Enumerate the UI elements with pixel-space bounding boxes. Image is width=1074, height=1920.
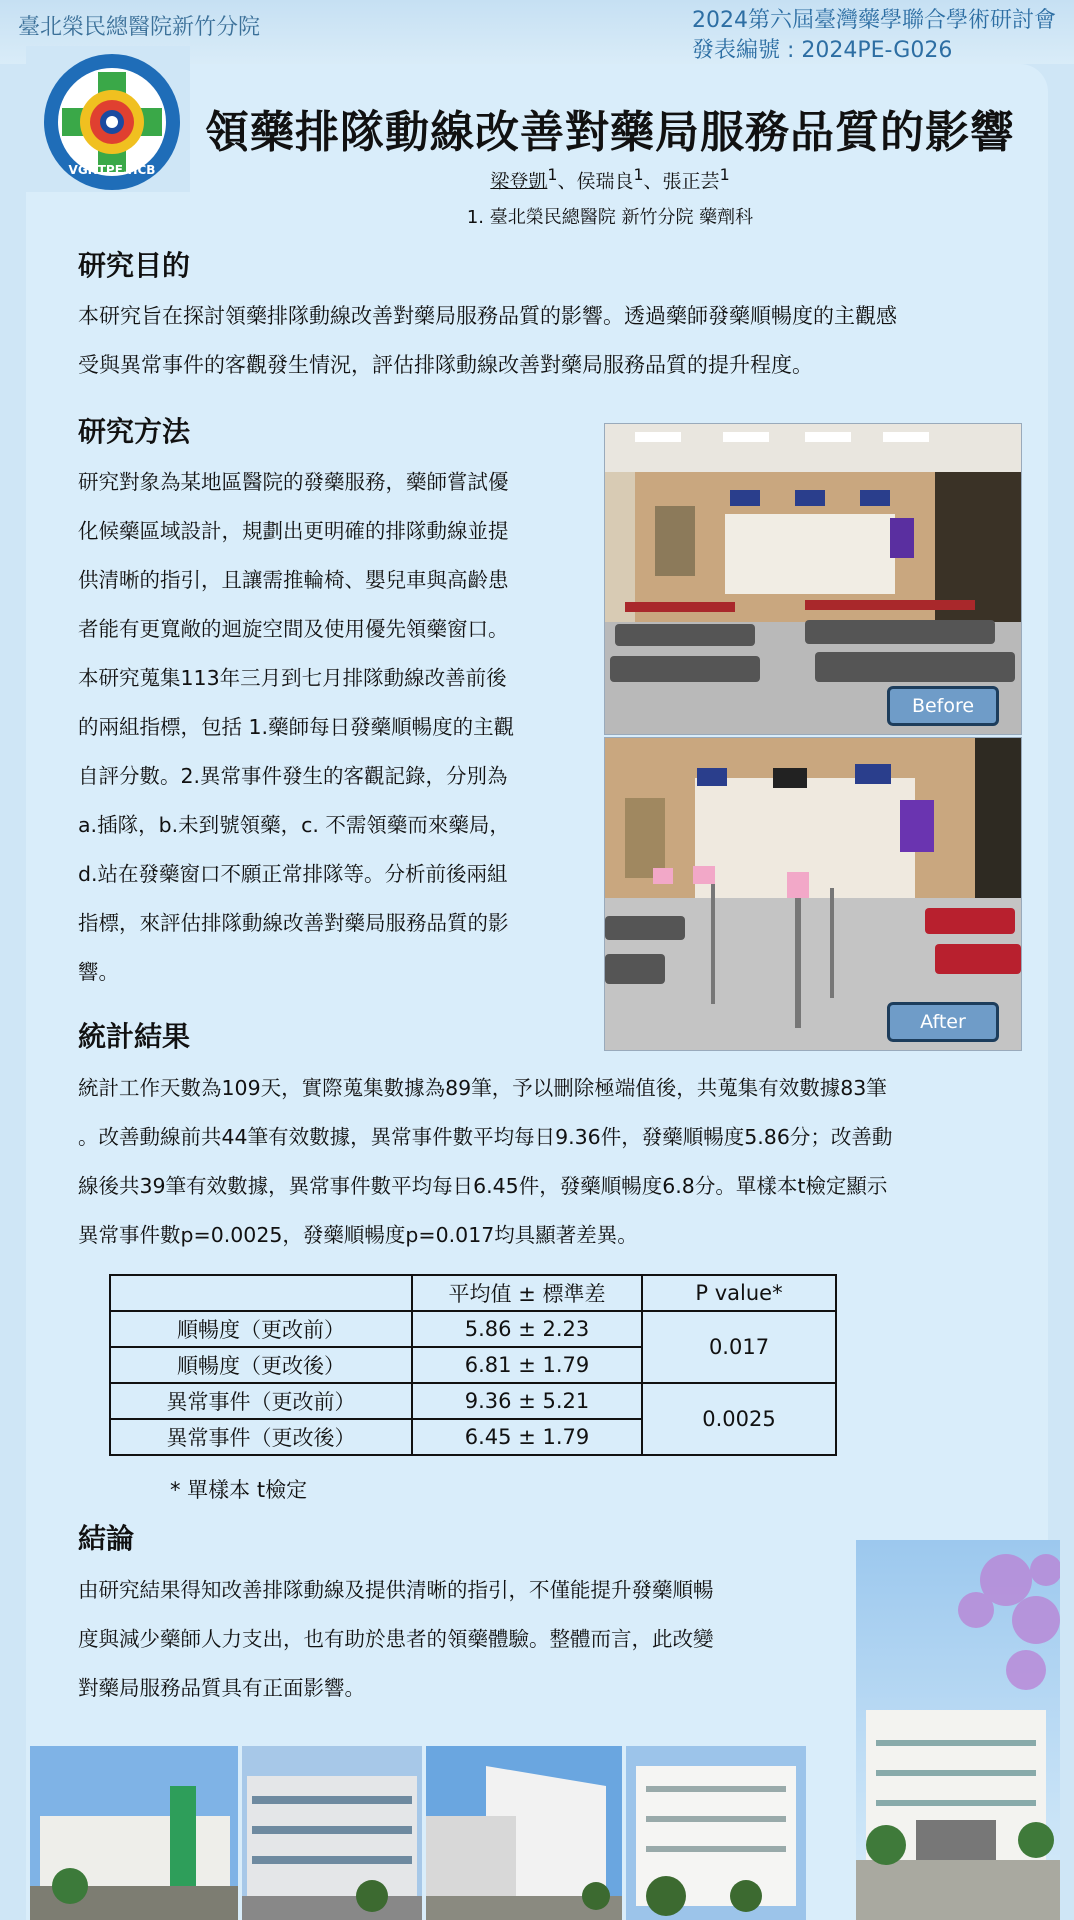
hospital-logo [26, 46, 190, 192]
campus-photo [426, 1746, 622, 1920]
text-line: 度與減少藥師人力支出，也有助於患者的領藥體驗。整體而言，此改變 [78, 1627, 714, 1651]
table-row [110, 1311, 836, 1347]
conference-title: 2024第六屆臺灣藥學聯合學術研討會 [692, 8, 1056, 33]
text-line: 對藥局服務品質具有正面影響。 [78, 1676, 365, 1700]
table-cell-label: 異常事件（更改前） [110, 1383, 412, 1419]
table-cell-value: 9.36 ± 5.21 [412, 1383, 642, 1419]
campus-photo [242, 1746, 422, 1920]
purpose-text [78, 292, 1018, 390]
first-author: 梁登凱 [490, 170, 548, 193]
table-cell-value: 6.81 ± 1.79 [412, 1347, 642, 1383]
text-line: 線後共39筆有效數據，異常事件數平均每日6.45件，發藥順暢度6.8分。單樣本t檢定顯示 [78, 1174, 888, 1198]
campus-photo [626, 1746, 806, 1920]
table-cell-label: 異常事件（更改後） [110, 1419, 412, 1455]
poster-title: 領藥排隊動線改善對藥局服務品質的影響 [205, 107, 1015, 158]
results-table [109, 1274, 837, 1456]
author-sup: 1 [547, 165, 558, 184]
poster-id: 發表編號 : 2024PE-G026 [692, 38, 953, 63]
text-line: 自評分數。2.異常事件發生的客觀記錄，分別為 [78, 764, 508, 788]
table-header-row [110, 1275, 836, 1311]
before-photo [604, 423, 1022, 735]
section-heading-results: 統計結果 [78, 1020, 191, 1053]
table-cell-label: 順暢度（更改後） [110, 1347, 412, 1383]
table-cell-label: 順暢度（更改前） [110, 1311, 412, 1347]
table-footnote: * 單樣本 t檢定 [170, 1478, 308, 1502]
hospital-logo-icon [26, 46, 190, 192]
table-header: 平均值 ± 標準差 [412, 1275, 642, 1311]
results-text [78, 1064, 1038, 1260]
section-heading-purpose: 研究目的 [78, 249, 191, 282]
author-sup: 1 [719, 165, 730, 184]
after-photo [604, 737, 1022, 1051]
affiliation: 1. 臺北榮民總醫院 新竹分院 藥劑科 [466, 207, 754, 228]
text-line: 指標，來評估排隊動線改善對藥局服務品質的影 [78, 911, 509, 935]
authors [190, 165, 1030, 193]
after-label: After [887, 1002, 999, 1042]
conference-info [692, 6, 1056, 66]
text-line: 。改善動線前共44筆有效數據，異常事件數平均每日9.36件，發藥順暢度5.86分；改善動 [78, 1125, 893, 1149]
table-header [110, 1275, 412, 1311]
text-line: 的兩組指標，包括 1.藥師每日發藥順暢度的主觀 [78, 715, 515, 739]
text-line: 異常事件數p=0.0025，發藥順暢度p=0.017均具顯著差異。 [78, 1223, 638, 1247]
text-line: 響。 [78, 960, 119, 984]
text-line: 研究對象為某地區醫院的發藥服務，藥師嘗試優 [78, 470, 509, 494]
text-line: d.站在發藥窗口不願正常排隊等。分析前後兩組 [78, 862, 508, 886]
table-cell-pvalue: 0.0025 [642, 1383, 836, 1455]
text-line: 統計工作天數為109天，實際蒐集數據為89筆，予以刪除極端值後，共蒐集有效數據83筆 [78, 1076, 887, 1100]
campus-photo [30, 1746, 238, 1920]
text-line: 者能有更寬敞的迴旋空間及使用優先領藥窗口。 [78, 617, 509, 641]
text-line: 由研究結果得知改善排隊動線及提供清晰的指引，不僅能提升發藥順暢 [78, 1578, 714, 1602]
hospital-white-building-image [626, 1746, 806, 1920]
method-text [78, 458, 588, 997]
table-header: P value* [642, 1275, 836, 1311]
hospital-wing-image [426, 1746, 622, 1920]
author-sup: 1 [633, 165, 644, 184]
hospital-building-image [242, 1746, 422, 1920]
text-line: 本研究蒐集113年三月到七月排隊動線改善前後 [78, 666, 507, 690]
table-cell-pvalue: 0.017 [642, 1311, 836, 1383]
text-line: 供清晰的指引，且讓需推輪椅、嬰兒車與高齡患 [78, 568, 509, 592]
conclusion-text [78, 1566, 858, 1713]
table-row [110, 1383, 836, 1419]
text-line: 化候藥區域設計，規劃出更明確的排隊動線並提 [78, 519, 509, 543]
author-3: 、張正芸 [643, 170, 720, 193]
before-label: Before [887, 686, 999, 726]
table-cell-value: 5.86 ± 2.23 [412, 1311, 642, 1347]
text-line: a.插隊，b.未到號領藥，c. 不需領藥而來藥局， [78, 813, 510, 837]
logo-text: VGHTPE.HCB [68, 163, 156, 177]
section-heading-method: 研究方法 [78, 415, 191, 448]
text-line: 受與異常事件的客觀發生情況，評估排隊動線改善對藥局服務品質的提升程度。 [78, 353, 813, 377]
bottom-photo-strip [30, 1746, 1040, 1920]
hospital-entrance-image [30, 1746, 238, 1920]
table-cell-value: 6.45 ± 1.79 [412, 1419, 642, 1455]
author-2: 、侯瑞良 [557, 170, 634, 193]
text-line: 本研究旨在探討領藥排隊動線改善對藥局服務品質的影響。透過藥師發藥順暢度的主觀感 [78, 304, 897, 328]
section-heading-conclusion: 結論 [78, 1522, 135, 1555]
hospital-name: 臺北榮民總醫院新竹分院 [18, 15, 261, 40]
